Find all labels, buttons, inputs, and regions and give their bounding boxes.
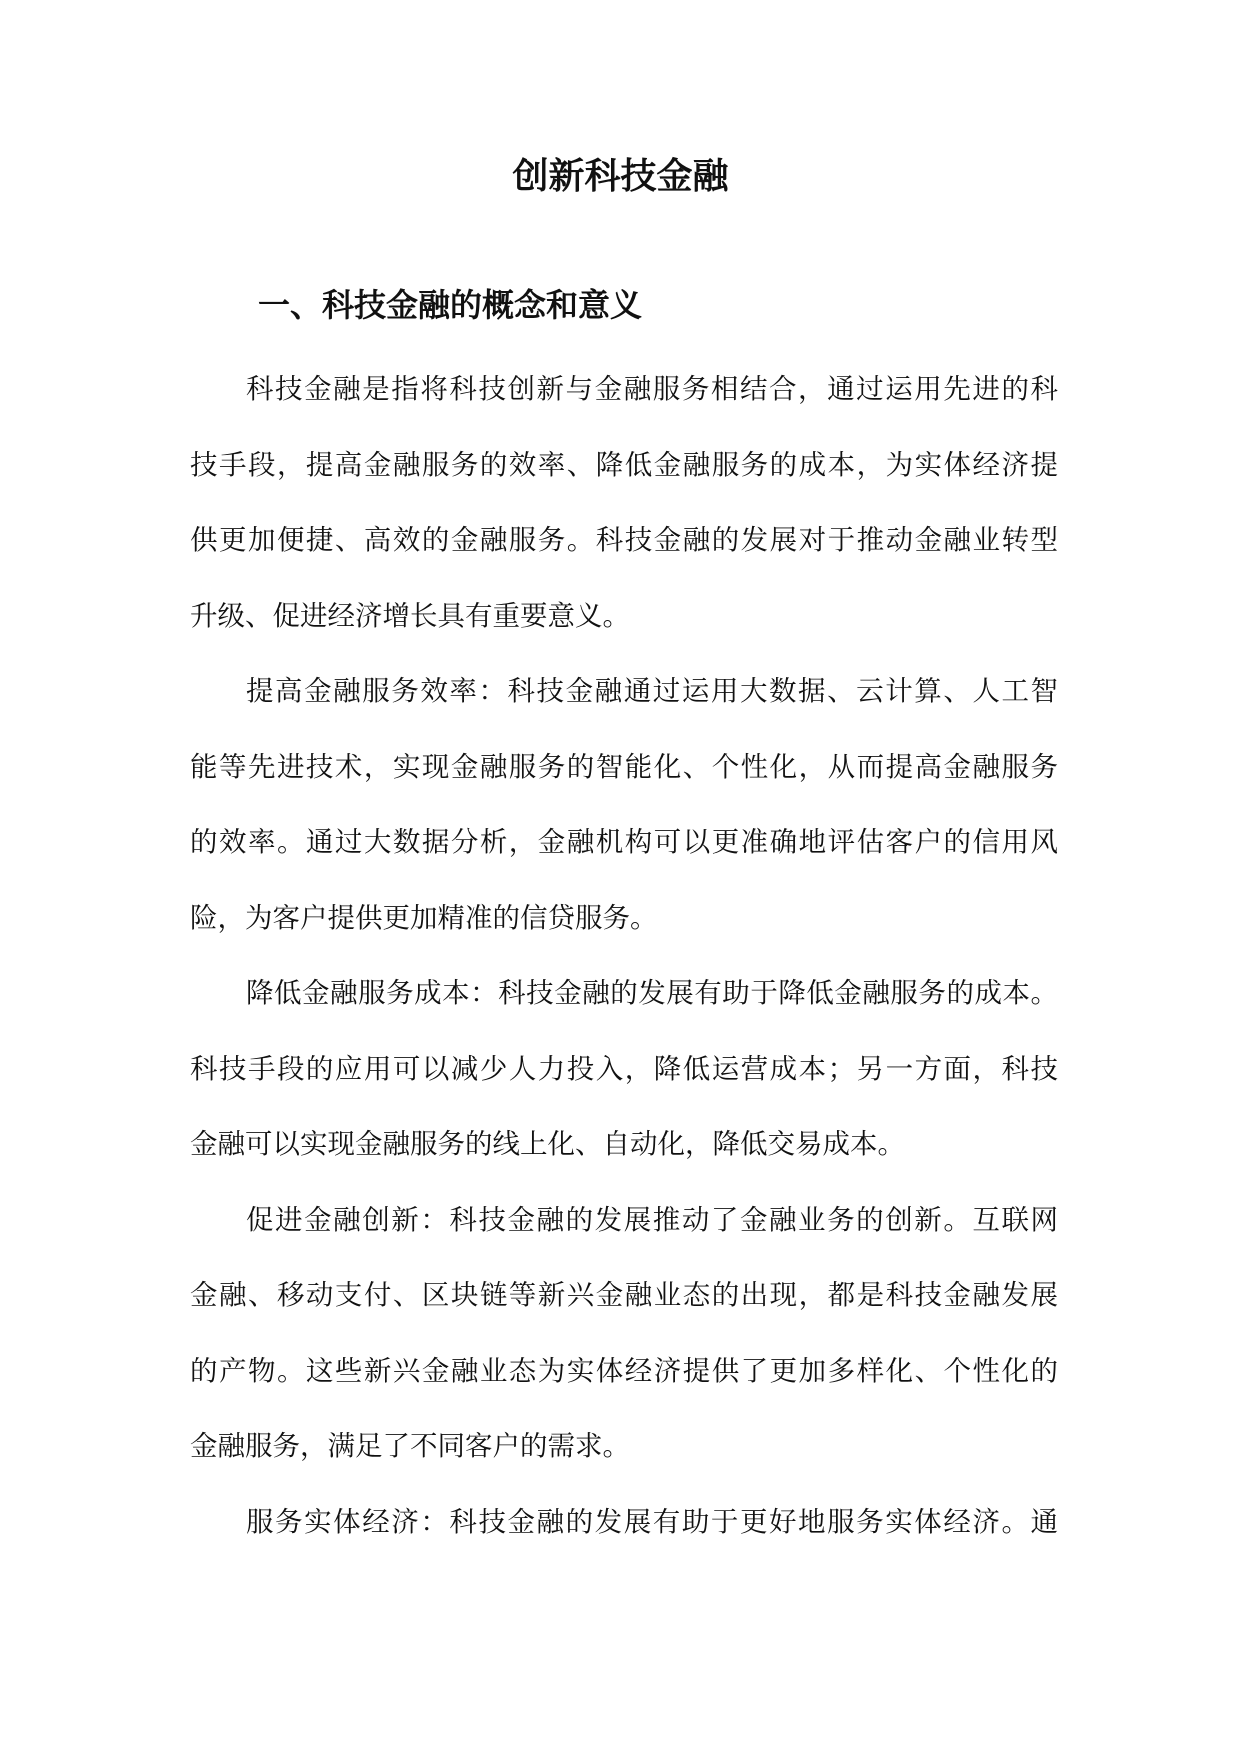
paragraph-line: 科技手段的应用可以减少人力投入，降低运营成本；另一方面，科技	[190, 1052, 1058, 1085]
paragraph-line: 的产物。这些新兴金融业态为实体经济提供了更加多样化、个性化的	[190, 1354, 1058, 1387]
paragraph	[190, 654, 1058, 956]
paragraph-line: 能等先进技术，实现金融服务的智能化、个性化，从而提高金融服务	[190, 750, 1058, 783]
paragraph-line: 险，为客户提供更加精准的信贷服务。	[190, 901, 658, 934]
paragraph-line: 技手段，提高金融服务的效率、降低金融服务的成本，为实体经济提	[190, 448, 1058, 481]
paragraph	[190, 956, 1058, 1183]
paragraph-line: 升级、促进经济增长具有重要意义。	[190, 599, 630, 632]
paragraph	[190, 352, 1058, 654]
paragraph-line: 降低金融服务成本：科技金融的发展有助于降低金融服务的成本。	[246, 977, 1058, 1009]
paragraph-line: 金融、移动支付、区块链等新兴金融业态的出现，都是科技金融发展	[190, 1279, 1058, 1311]
paragraph-line: 服务实体经济：科技金融的发展有助于更好地服务实体经济。通	[246, 1505, 1058, 1538]
paragraph-line: 金融服务，满足了不同客户的需求。	[190, 1430, 630, 1462]
paragraph-line: 科技金融是指将科技创新与金融服务相结合，通过运用先进的科	[246, 373, 1058, 405]
document-body	[190, 352, 1058, 1560]
section-heading: 一、科技金融的概念和意义	[258, 286, 643, 324]
page-title: 创新科技金融	[512, 155, 729, 197]
paragraph	[190, 1183, 1058, 1485]
paragraph-line: 的效率。通过大数据分析，金融机构可以更准确地评估客户的信用风	[190, 826, 1058, 858]
paragraph-line: 金融可以实现金融服务的线上化、自动化，降低交易成本。	[190, 1128, 905, 1160]
paragraph-line: 提高金融服务效率：科技金融通过运用大数据、云计算、人工智	[246, 675, 1058, 707]
paragraph	[190, 1485, 1058, 1561]
paragraph-line: 供更加便捷、高效的金融服务。科技金融的发展对于推动金融业转型	[190, 524, 1058, 556]
paragraph-line: 促进金融创新：科技金融的发展推动了金融业务的创新。互联网	[246, 1203, 1058, 1236]
